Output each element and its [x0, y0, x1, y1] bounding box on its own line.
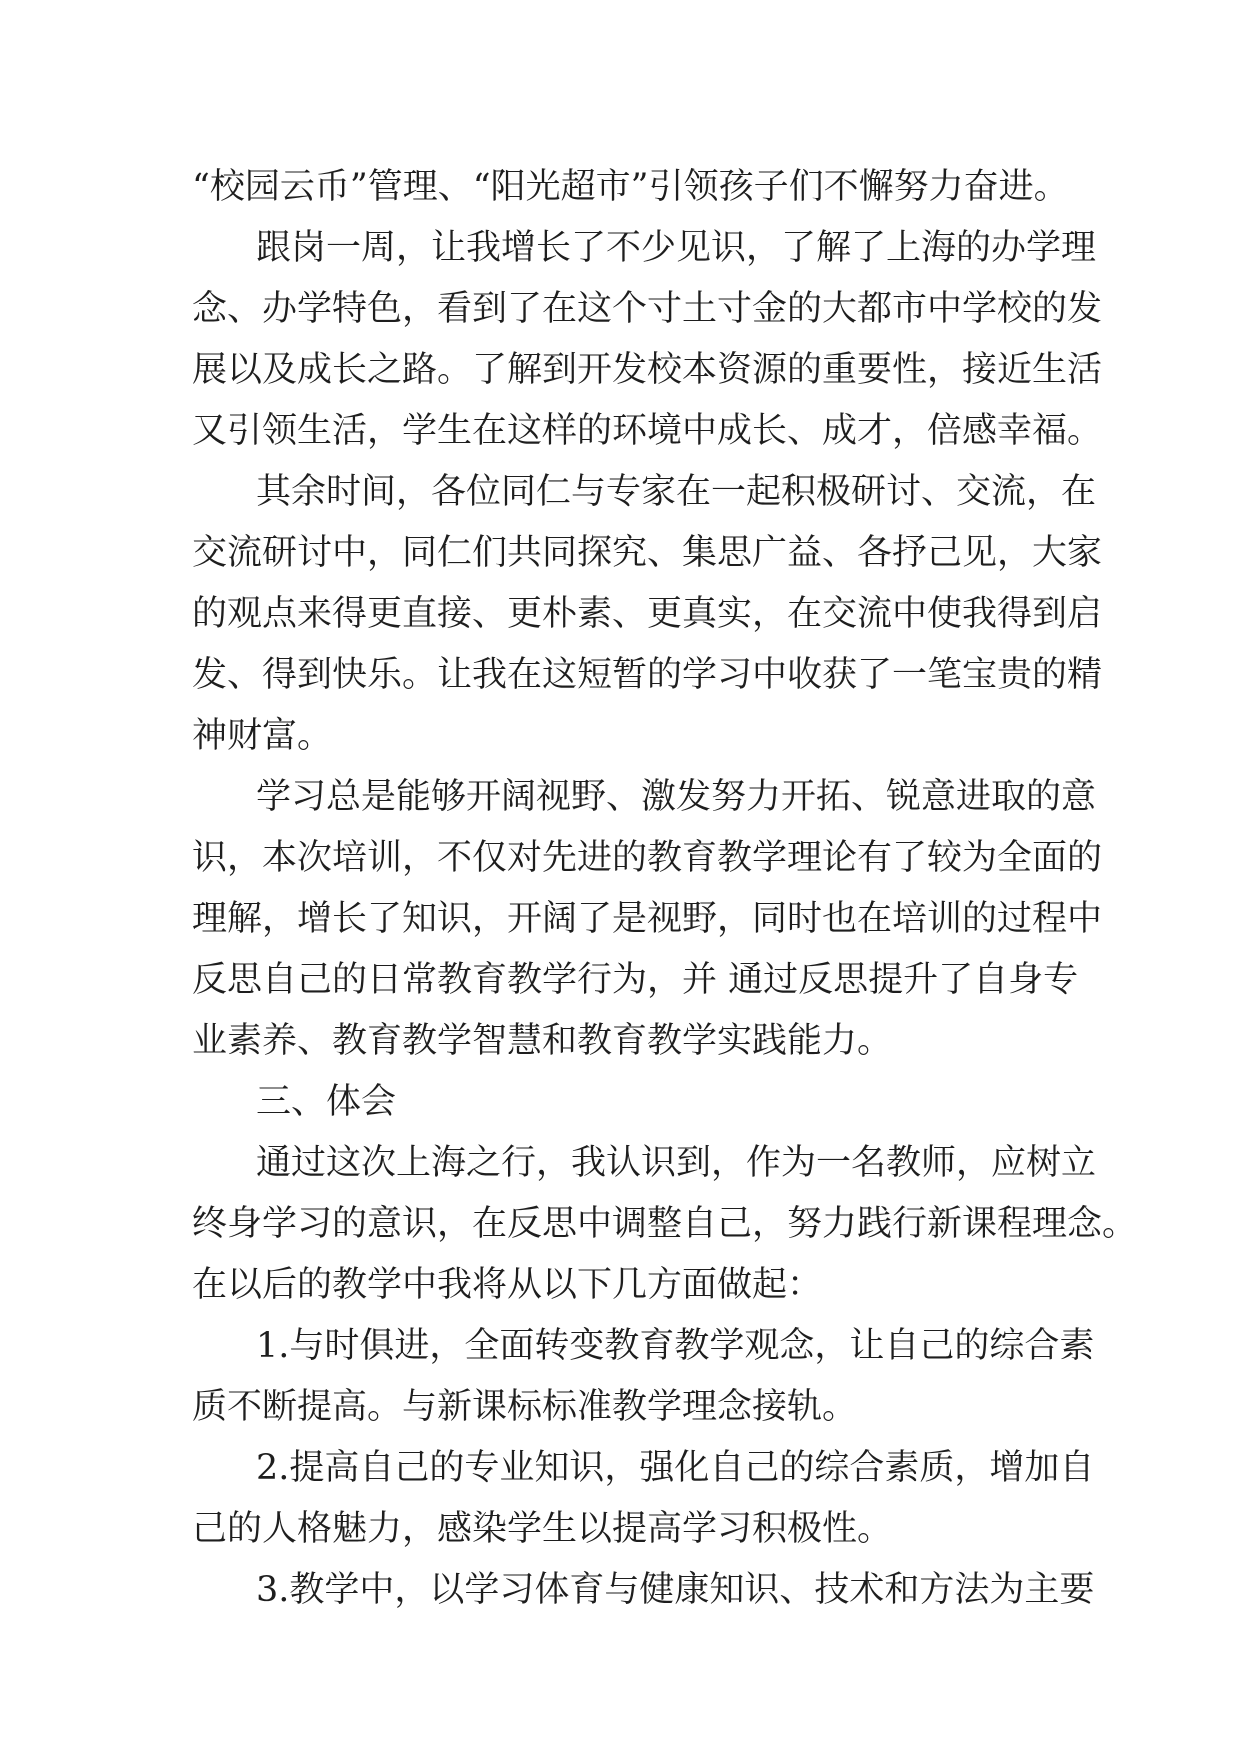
body-text — [192, 157, 1138, 1621]
text-line: 识，本次培训，不仅对先进的教育教学理论有了较为全面的 — [192, 838, 1103, 878]
text-line: 又引领生活，学生在这样的环境中成长、成才，倍感幸福。 — [192, 411, 1103, 451]
text-line: 己的人格魅力，感染学生以提高学习积极性。 — [192, 1509, 893, 1549]
text-line: 业素养、教育教学智慧和教育教学实践能力。 — [192, 1021, 893, 1061]
text-line: 质不断提高。与新课标标准教学理念接轨。 — [192, 1387, 858, 1427]
text-line: 1.与时俱进，全面转变教育教学观念，让自己的综合素 — [256, 1326, 1095, 1366]
text-line: 跟岗一周，让我增长了不少见识，了解了上海的办学理 — [256, 228, 1097, 268]
text-line: 三、体会 — [256, 1082, 397, 1122]
text-line: 通过这次上海之行，我认识到，作为一名教师，应树立 — [256, 1143, 1097, 1183]
text-line: 的观点来得更直接、更朴素、更真实，在交流中使我得到启 — [192, 594, 1103, 634]
text-line: 2.提高自己的专业知识，强化自己的综合素质，增加自 — [256, 1448, 1095, 1488]
text-line: 发、得到快乐。让我在这短暂的学习中收获了一笔宝贵的精 — [192, 655, 1103, 695]
text-line: 反思自己的日常教育教学行为，并 通过反思提升了自身专 — [192, 960, 1079, 1000]
text-line: 其余时间，各位同仁与专家在一起积极研讨、交流，在 — [256, 472, 1097, 512]
text-line: 学习总是能够开阔视野、激发努力开拓、锐意进取的意 — [256, 777, 1097, 817]
text-line: 在以后的教学中我将从以下几方面做起： — [192, 1265, 823, 1305]
text-line: “校园云币”管理、“阳光超市”引领孩子们不懈努力奋进。 — [192, 167, 1069, 207]
text-line: 神财富。 — [192, 716, 333, 756]
text-line: 终身学习的意识，在反思中调整自己，努力践行新课程理念。 — [192, 1204, 1138, 1244]
text-line: 交流研讨中，同仁们共同探究、集思广益、各抒己见，大家 — [192, 533, 1103, 573]
text-line: 3.教学中，以学习体育与健康知识、技术和方法为主要 — [256, 1570, 1095, 1610]
text-line: 理解，增长了知识，开阔了是视野，同时也在培训的过程中 — [192, 899, 1103, 939]
text-line: 念、办学特色，看到了在这个寸土寸金的大都市中学校的发 — [192, 289, 1103, 329]
text-line: 展以及成长之路。了解到开发校本资源的重要性，接近生活 — [192, 350, 1103, 390]
